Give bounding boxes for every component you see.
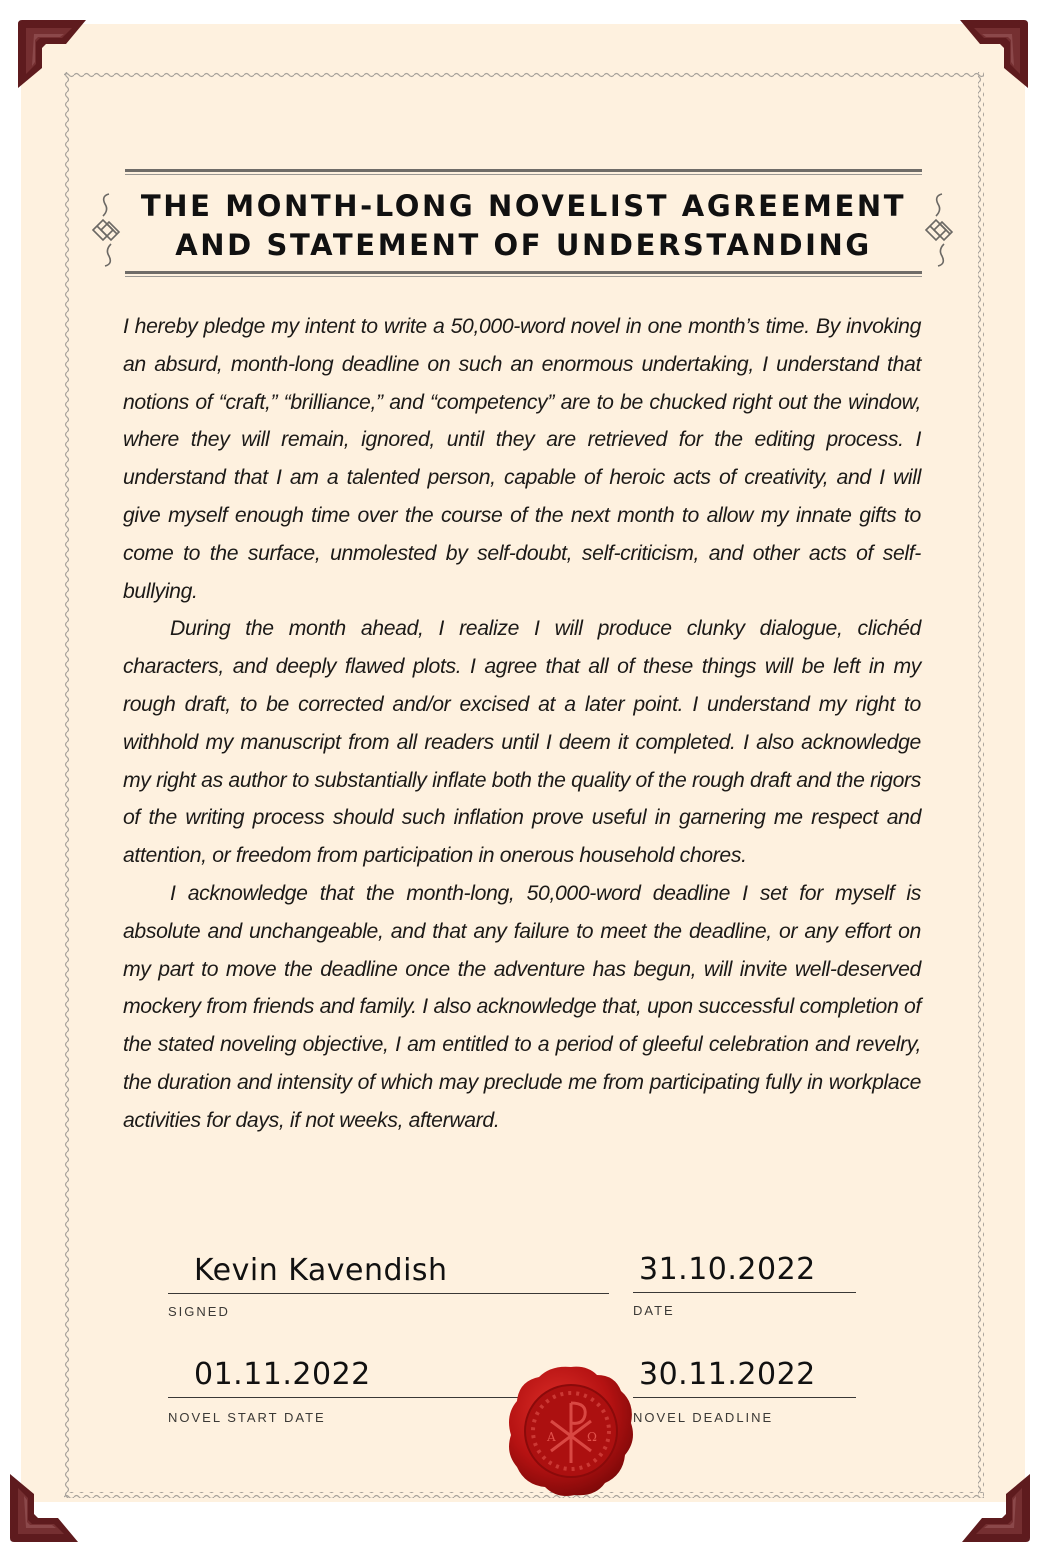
novel-deadline-line — [633, 1397, 856, 1398]
agreement-paragraph-3: I acknowledge that the month-long, 50,000-word deadline I set for myself is absolute and unchangeable, and that any failure to meet the deadline, or any effort on my part to move the deadline once the adventure has begun, will invite well-deserved mockery from friends and family. I also acknowledge that, upon successful completion of the stated noveling objective, I am entitled to a period of gleeful celebration and revelry, the duration and intensity of which may preclude me from participating fully in workplace activities for days, if not weeks, afterward. — [123, 881, 921, 1132]
title-rule-bottom — [125, 271, 922, 277]
signed-field[interactable] — [168, 1253, 609, 1319]
title-line-1: THE MONTH-LONG NOVELIST AGREEMENT — [140, 189, 907, 223]
date-field[interactable] — [633, 1252, 856, 1318]
agreement-paragraph-1: I hereby pledge my intent to write a 50,000-word novel in one month’s time. By invoking an absurd, month-long deadline on such an enormous undertaking, I understand that notions of “craft,” “brilliance,” and “competency” are to be chucked right out the window, where they will remain, ignored, until they are retrieved for the editing process. I understand that I am a talented person, capable of heroic acts of creativity, and I will give myself enough time over the course of the next month to allow my innate gifts to come to the surface, unmolested by self-doubt, self-criticism, and other acts of self-bullying. — [123, 315, 921, 603]
document-title — [125, 187, 922, 265]
photo-corner-bottom-left — [6, 1474, 78, 1546]
title-rule-top — [125, 169, 922, 175]
novel-start-date-value: 01.11.2022 — [194, 1357, 371, 1392]
wax-seal-icon — [505, 1363, 637, 1499]
date-line — [633, 1292, 856, 1293]
novel-deadline-field[interactable] — [633, 1357, 856, 1425]
photo-corner-top-right — [960, 16, 1032, 88]
photo-corner-bottom-right — [962, 1474, 1034, 1546]
seal-letter-alpha: A — [547, 1430, 556, 1444]
novel-deadline-label: NOVEL DEADLINE — [633, 1410, 774, 1425]
agreement-body — [123, 308, 921, 1140]
novel-start-date-line — [168, 1397, 518, 1398]
photo-corner-top-left — [14, 16, 86, 88]
flourish-ornament-icon — [87, 190, 127, 270]
flourish-ornament-icon — [920, 190, 960, 270]
agreement-paragraph-2: During the month ahead, I realize I will produce clunky dialogue, clichéd characters, and deeply flawed plots. I agree that all of these things will be left in my rough draft, to be corrected and/or excised at a later point. I understand my right to withhold my manuscript from all readers until I deem it completed. I also acknowledge my right as author to substantially inflate both the quality of the rough draft and the rigors of the writing process should such inflation prove useful in garnering me respect and attention, or freedom from participation in onerous household chores. — [123, 617, 921, 868]
date-value: 31.10.2022 — [639, 1252, 816, 1287]
title-line-2: AND STATEMENT OF UNDERSTANDING — [175, 228, 872, 262]
signed-label: SIGNED — [168, 1304, 230, 1319]
novel-deadline-value: 30.11.2022 — [639, 1357, 816, 1392]
date-label: DATE — [633, 1303, 675, 1318]
signature-value: Kevin Kavendish — [194, 1253, 448, 1288]
signature-line — [168, 1293, 609, 1294]
novel-start-date-label: NOVEL START DATE — [168, 1410, 326, 1425]
seal-letter-omega: Ω — [587, 1430, 597, 1444]
novel-start-date-field[interactable] — [168, 1357, 518, 1425]
